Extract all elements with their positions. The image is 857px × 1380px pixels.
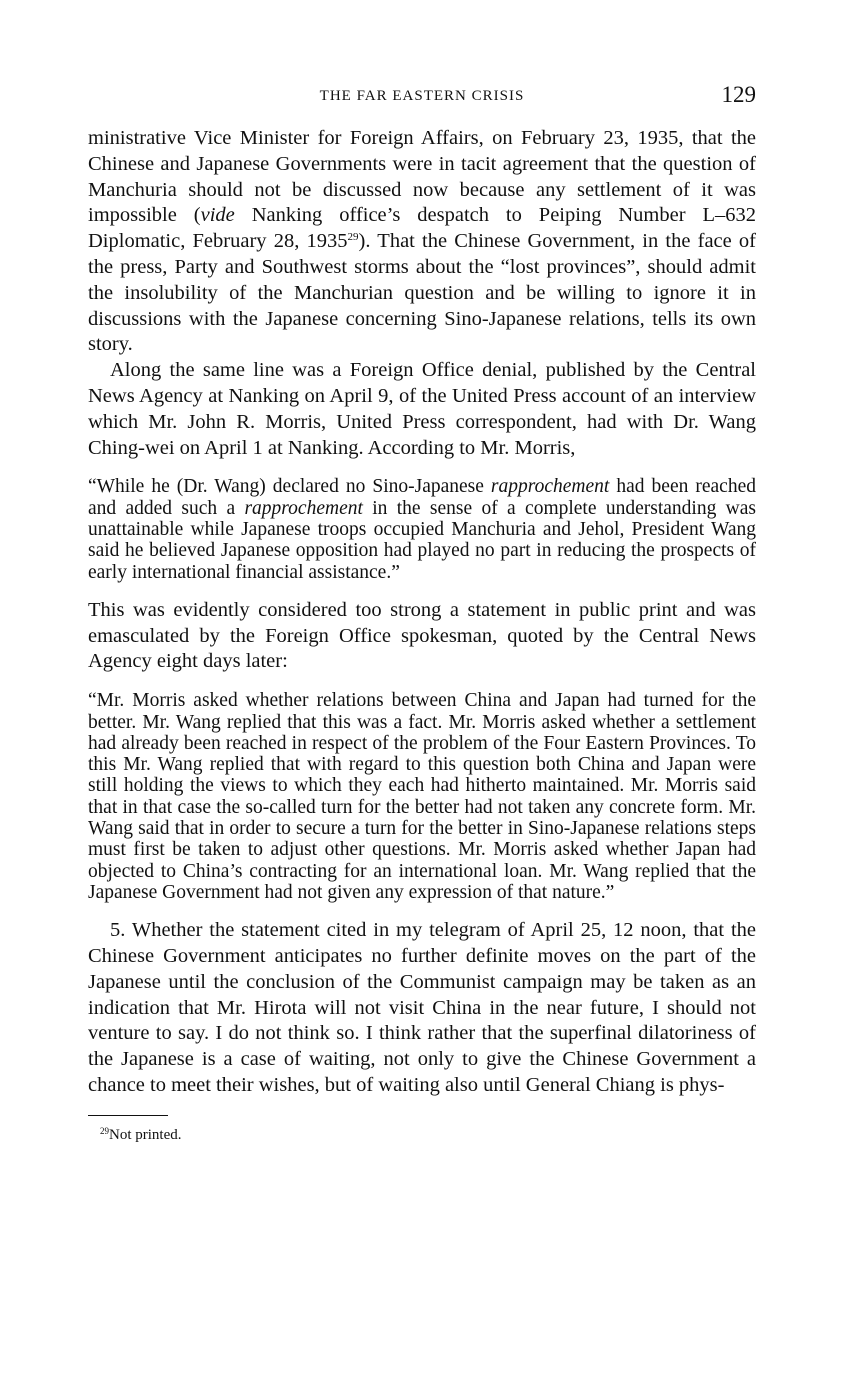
quote-1-text-b: had been reached and added such a xyxy=(88,476,756,519)
footnote-text: Not printed. xyxy=(109,1126,182,1143)
vide-italic: vide xyxy=(200,204,235,227)
footnote-divider xyxy=(88,1115,168,1116)
quote-1-text-c: in the sense of a complete understanding was unattainable while Japanese troops occupied Manchuria and Jehol, President Wang said he believed Japanese opposition had played no part in reducing the prospects of early international financial assistance.” xyxy=(88,497,756,583)
rapprochement-italic-1: rapprochement xyxy=(490,476,610,498)
running-head xyxy=(88,82,756,112)
running-title: THE FAR EASTERN CRISIS xyxy=(319,88,525,104)
page-number: 129 xyxy=(721,82,756,107)
paragraph-2: Along the same line was a Foreign Office denial, published by the Central News Agency at Nanking on April 9, of the United Press account of an interview which Mr. John R. Morris, United Press correspondent, had with Dr. Wang Ching-wei on April 1 at Nanking. According to Mr. Morris, xyxy=(88,359,756,459)
quote-1-text-a: “While he (Dr. Wang) declared no Sino-Japanese xyxy=(88,476,491,498)
paragraph-1-text-a: ministrative Vice Minister for Foreign Affairs, on February 23, 1935, that the Chinese and Japanese Governments were in tacit agreement that the question of Manchuria should not be discussed now because any settlement of it was impossible ( xyxy=(88,127,756,227)
block-quote-2: “Mr. Morris asked whether relations between China and Japan had turned for the better. Mr. Wang replied that this was a fact. Mr. Morris asked whether a settlement had already been reached in respect of the problem of the Four Eastern Provinces. To this Mr. Wang replied that with regard to this question both China and Japan were still holding the views to which they each had hitherto maintained. Mr. Morris said that in that case the so-called turn for the better had not taken any concrete form. Mr. Wang said that in order to secure a turn for the better in Sino-Japanese relations steps must first be taken to adjust other questions. Mr. Morris asked whether Japan had objected to China’s contracting for an international loan. Mr. Wang replied that the Japanese Government had not given any expression of that nature.” xyxy=(88,690,756,903)
footnote-reference: 29 xyxy=(347,231,359,244)
block-quote-1 xyxy=(88,476,756,582)
paragraph-1-text-b: Nanking office’s despatch to Peiping Number L–632 Diplomatic, February 28, 1935 xyxy=(88,204,757,253)
paragraph-1-text-c: ). That the Chinese Government, in the face of the press, Party and Southwest storms about the “lost provinces”, should admit the insolubility of the Manchurian question and be willing to ignore it in discussions with the Japanese concerning Sino-Japanese relations, tells its own story. xyxy=(88,230,756,356)
paragraph-4-text: Whether the statement cited in my telegram of April 25, 12 noon, that the Chinese Government anticipates no further definite moves on the part of the Japanese until the conclusion of the Communist campaign may be taken as an indication that Mr. Hirota will not visit China in the near future, I should not venture to say. I do not think so. I think rather that the superfinal dilatoriness of the Japanese is a case of waiting, not only to give the Chinese Government a chance to meet their wishes, but of waiting also until General Chiang is phys- xyxy=(88,919,756,1096)
rapprochement-italic-2: rapprochement xyxy=(244,497,363,519)
footnote-marker: 29 xyxy=(100,1125,109,1136)
paragraph-3: This was evidently considered too strong a statement in public print and was emasculated by the Foreign Office spokesman, quoted by the Central News Agency eight days later: xyxy=(88,598,756,673)
paragraph-number: 5. xyxy=(110,919,126,942)
footnote xyxy=(88,1126,756,1144)
document-page xyxy=(88,82,756,1144)
paragraph-4 xyxy=(88,918,756,1099)
paragraph-1 xyxy=(88,126,756,358)
